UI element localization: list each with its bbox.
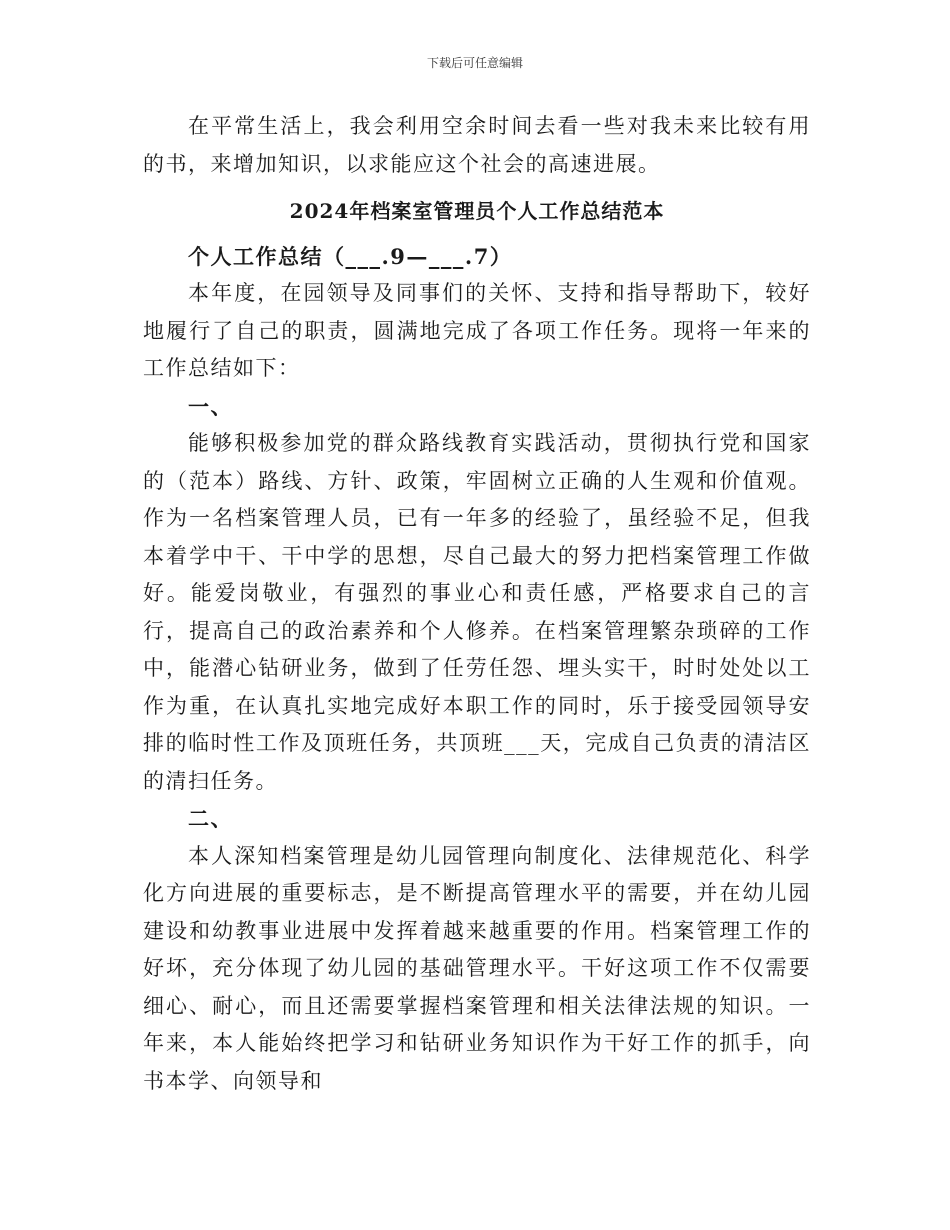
paragraph-intro: 在平常生活上，我会利用空余时间去看一些对我未来比较有用的书，来增加知识，以求能应这个社会的高速进展。 (143, 114, 811, 176)
paragraph-summary: 本年度，在园领导及同事们的关怀、支持和指导帮助下，较好地履行了自己的职责，圆满地完成了各项工作任务。现将一年来的工作总结如下： (143, 281, 811, 380)
section-heading-1: 一、 (188, 393, 233, 419)
paragraph-section-2: 本人深知档案管理是幼儿园管理向制度化、法律规范化、科学化方向进展的重要标志，是不断提高管理水平的需要，并在幼儿园建设和幼教事业进展中发挥着越来越重要的作用。档案管理工作的好坏，充分体现了幼儿园的基础管理水平。干好这项工作不仅需要细心、耐心，而且还需要掌握档案管理和相关法律法规的知识。一年来，本人能始终把学习和钻研业务知识作为干好工作的抓手，向书本学、向领导和 (143, 843, 811, 1093)
paragraph-section-1: 能够积极参加党的群众路线教育实践活动，贯彻执行党和国家的（范本）路线、方针、政策，牢固树立正确的人生观和价值观。作为一名档案管理人员，已有一年多的经验了，虽经验不足，但我本着学中干、干中学的思想，尽自己最大的努力把档案管理工作做好。能爱岗敬业，有强烈的事业心和责任感，严格要求自己的言行，提高自己的政治素养和个人修养。在档案管理繁杂琐碎的工作中，能潜心钻研业务，做到了任劳任怨、埋头实干，时时处处以工作为重，在认真扎实地完成好本职工作的同时，乐于接受园领导安排的临时性工作及顶班任务，共顶班___天，完成自己负责的清洁区的清扫任务。 (143, 431, 811, 793)
document-title: 2024年档案室管理员个人工作总结范本 (289, 199, 665, 223)
section-heading-2: 二、 (188, 806, 233, 831)
page-header: 下载后可任意编辑 (426, 56, 523, 70)
document-body (143, 108, 811, 1100)
document-subtitle: 个人工作总结（___.9—___.7） (188, 243, 513, 269)
